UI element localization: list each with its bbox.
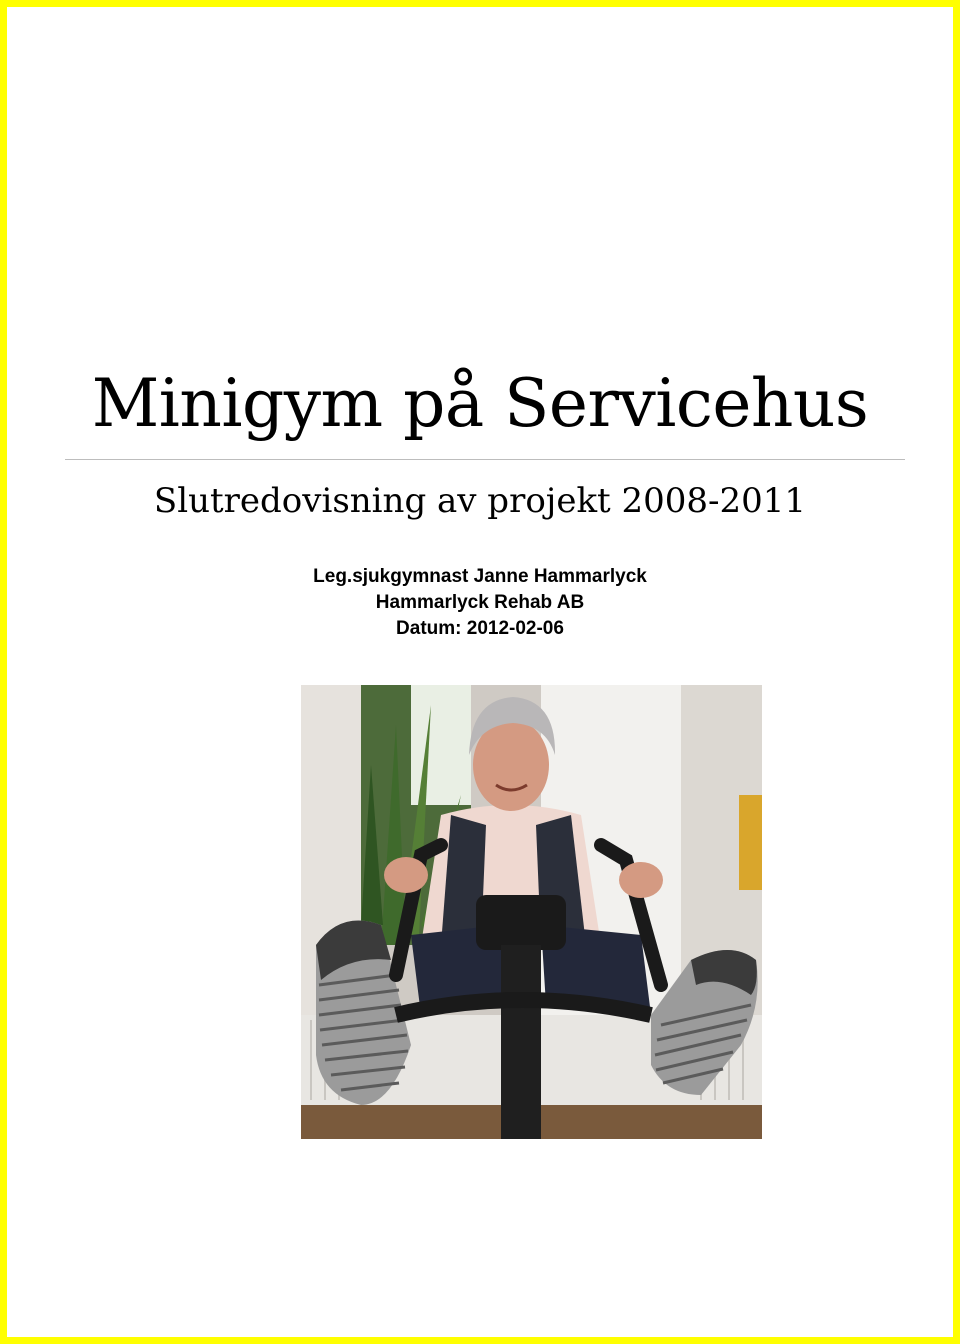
date-line: Datum: 2012-02-06 <box>396 618 564 639</box>
document-title: Minigym på Servicehus <box>91 365 869 442</box>
document-subtitle: Slutredovisning av projekt 2008-2011 <box>153 481 807 521</box>
title-divider <box>65 459 905 460</box>
cover-photo <box>301 685 762 1139</box>
company-line: Hammarlyck Rehab AB <box>375 592 585 613</box>
author-block <box>7 564 953 642</box>
author-line: Leg.sjukgymnast Janne Hammarlyck <box>313 566 647 587</box>
